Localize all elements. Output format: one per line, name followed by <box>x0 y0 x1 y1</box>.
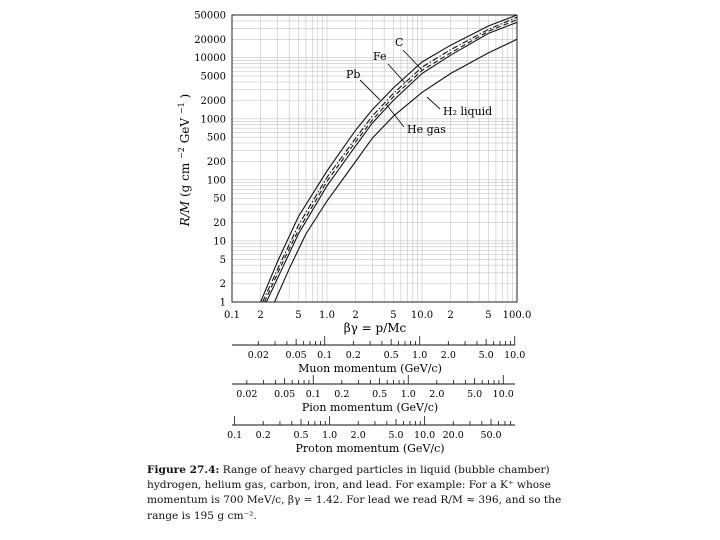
caption-text: Range of heavy charged particles in liquid (bubble chamber) hydrogen, helium gas, carbon, iron, and lead. For example: For a K⁺ whose momentum is 700 MeV/c, βγ = 1.42. For lead we read R/M ≈ 396, and so the range is 195 g cm⁻². <box>147 464 562 522</box>
y-tick-label: 100 <box>206 175 226 187</box>
x-tick-label: 5 <box>390 310 397 321</box>
y-tick-label: 5 <box>219 254 226 266</box>
momentum-tick-label: 1.0 <box>412 350 428 361</box>
x-tick-label: 100.0 <box>502 310 532 321</box>
momentum-scale-label: Muon momentum (GeV/c) <box>298 362 442 375</box>
y-tick-label: 500 <box>206 132 226 144</box>
series-label-leader <box>360 80 380 100</box>
y-tick-label: 50000 <box>194 10 226 22</box>
y-tick-label: 20 <box>213 218 226 230</box>
y-axis-label: R/M (g cm $^{-2}$ GeV $^{-1}$ ) <box>177 93 192 227</box>
x-tick-label: 10.0 <box>410 310 434 321</box>
series-label-leader <box>386 104 404 127</box>
momentum-tick-label: 0.02 <box>247 350 269 361</box>
series-label: Fe <box>373 50 387 63</box>
momentum-tick-label: 10.0 <box>492 389 514 400</box>
series-label-leader <box>427 97 440 109</box>
momentum-scale-label: Pion momentum (GeV/c) <box>301 401 439 414</box>
momentum-tick-label: 10.0 <box>504 350 526 361</box>
x-tick-label: 2 <box>447 310 454 321</box>
y-tick-label: 10000 <box>194 53 226 65</box>
caption-label: Figure 27.4: <box>147 464 220 476</box>
series-h-liquid-line <box>275 39 518 302</box>
x-axis-label: βγ = p/Mc <box>343 321 407 335</box>
x-tick-label: 1.0 <box>319 310 335 321</box>
y-tick-label: 2 <box>219 279 226 291</box>
y-tick-label: 10 <box>213 236 226 248</box>
y-tick-label: 1 <box>219 297 226 309</box>
x-tick-label: 0.1 <box>224 310 240 321</box>
series-label: He gas <box>407 123 446 136</box>
momentum-tick-label: 0.2 <box>334 389 350 400</box>
momentum-tick-label: 0.05 <box>285 350 307 361</box>
momentum-tick-label: 0.1 <box>317 350 333 361</box>
momentum-tick-label: 1.0 <box>322 430 338 441</box>
x-tick-label: 2 <box>257 310 264 321</box>
figure-caption <box>147 463 572 524</box>
momentum-scales <box>227 336 525 455</box>
momentum-tick-label: 2.0 <box>440 350 456 361</box>
series-label: Pb <box>346 68 361 81</box>
momentum-tick-label: 1.0 <box>400 389 416 400</box>
momentum-tick-label: 0.2 <box>345 350 361 361</box>
momentum-tick-label: 5.0 <box>467 389 483 400</box>
momentum-tick-label: 0.02 <box>236 389 258 400</box>
momentum-tick-label: 10.0 <box>414 430 436 441</box>
momentum-tick-label: 0.5 <box>372 389 388 400</box>
series-label-leader <box>388 64 405 83</box>
y-tick-label: 20000 <box>194 34 226 46</box>
chart-series <box>261 15 517 302</box>
momentum-tick-label: 5.0 <box>478 350 494 361</box>
momentum-tick-label: 5.0 <box>388 430 404 441</box>
momentum-tick-label: 2.0 <box>429 389 445 400</box>
y-tick-label: 5000 <box>200 71 226 83</box>
momentum-tick-label: 50.0 <box>480 430 502 441</box>
y-tick-label: 2000 <box>200 95 226 107</box>
y-tick-label: 1000 <box>200 114 226 126</box>
series-label: C <box>395 36 404 49</box>
momentum-tick-label: 2.0 <box>350 430 366 441</box>
momentum-tick-label: 0.2 <box>255 430 271 441</box>
momentum-tick-label: 20.0 <box>442 430 464 441</box>
momentum-tick-label: 0.1 <box>227 430 243 441</box>
x-tick-label: 2 <box>352 310 359 321</box>
chart-series-labels <box>346 36 492 136</box>
x-tick-label: 5 <box>485 310 492 321</box>
momentum-tick-label: 0.05 <box>274 389 296 400</box>
y-tick-label: 200 <box>206 156 226 168</box>
momentum-tick-label: 0.5 <box>293 430 309 441</box>
momentum-tick-label: 0.5 <box>383 350 399 361</box>
x-tick-label: 5 <box>295 310 302 321</box>
y-tick-label: 50 <box>213 193 226 205</box>
series-label: H₂ liquid <box>443 105 493 118</box>
momentum-scale-label: Proton momentum (GeV/c) <box>295 442 445 455</box>
momentum-tick-label: 0.1 <box>305 389 321 400</box>
